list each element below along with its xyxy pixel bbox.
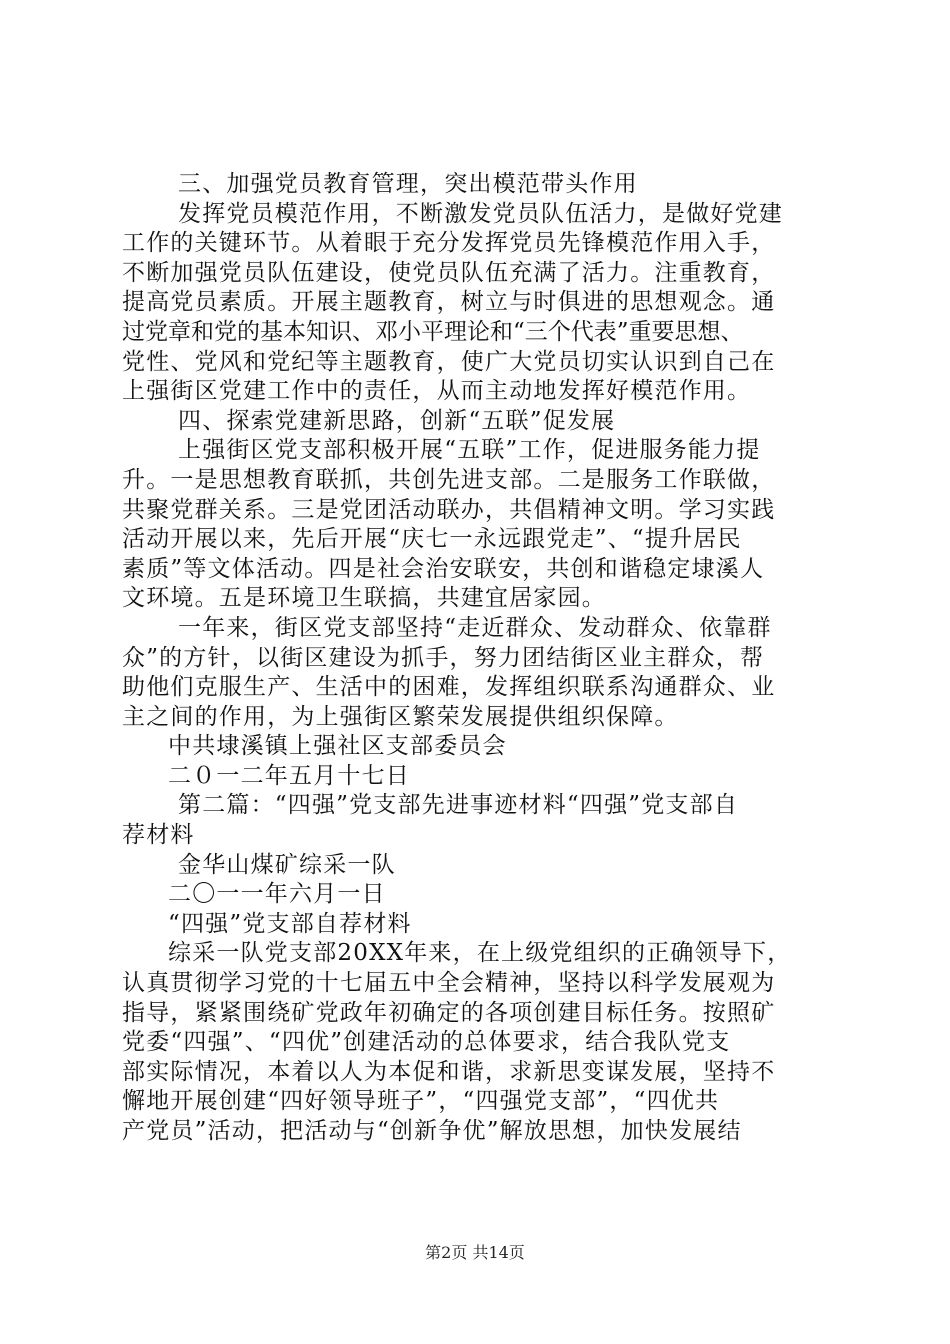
paragraph-line: 文环境。五是环境卫生联搞，共建宜居家园。 [122, 585, 606, 612]
section-heading-4: 四、探索党建新思路，创新“五联”促发展 [178, 407, 616, 434]
page-number-footer: 第2页 共14页 [425, 1243, 525, 1262]
chapter-title-line: 荐材料 [122, 822, 195, 849]
signature-organization: 中共埭溪镇上强社区支部委员会 [168, 733, 507, 760]
chapter-title-line: 第二篇：“四强”党支部先进事迹材料“四强”党支部自 [178, 792, 739, 819]
paragraph-line: 部实际情况，本着以人为本促和谐，求新思变谋发展，坚持不 [122, 1058, 776, 1085]
paragraph-line: 众”的方针，以街区建设为抓手，努力团结街区业主群众，帮 [122, 644, 765, 671]
paragraph-line: 发挥党员模范作用，不断激发党员队伍活力，是做好党建 [178, 200, 783, 227]
paragraph-line: 懈地开展创建“四好领导班子”，“四强党支部”，“四优共 [122, 1088, 720, 1115]
paragraph-line: 产党员”活动，把活动与“创新争优”解放思想，加快发展结 [122, 1118, 742, 1144]
paragraph-line: 活动开展以来，先后开展“庆七一永远跟党走”、“提升居民 [122, 526, 742, 553]
paragraph-line: 素质”等文体活动。四是社会治安联安，共创和谐稳定埭溪人 [122, 555, 765, 582]
material-title: “四强”党支部自荐材料 [168, 910, 412, 937]
paragraph-line: 一年来，街区党支部坚持“走近群众、发动群众、依靠群 [178, 614, 772, 641]
paragraph-line: 主之间的作用，为上强街区繁荣发展提供组织保障。 [122, 703, 679, 730]
unit-name: 金华山煤矿综采一队 [178, 851, 396, 878]
paragraph-line: 助他们克服生产、生活中的困难，发挥组织联系沟通群众、业 [122, 674, 776, 701]
paragraph-line: 工作的关键环节。从着眼于充分发挥党员先锋模范作用入手， [122, 230, 776, 257]
paragraph-line: 上强街区党建工作中的责任，从而主动地发挥好模范作用。 [122, 378, 752, 405]
paragraph-line: 过党章和党的基本知识、邓小平理论和“三个代表”重要思想、 [122, 318, 744, 345]
document-body [122, 170, 834, 1147]
paragraph-line: 党委“四强”、“四优”创建活动的总体要求，结合我队党支 [122, 1029, 731, 1056]
paragraph-line: 党性、党风和党纪等主题教育，使广大党员切实认识到自己在 [122, 348, 776, 375]
section-heading-3: 三、加强党员教育管理，突出模范带头作用 [178, 171, 638, 197]
paragraph-line: 不断加强党员队伍建设，使党员队伍充满了活力。注重教育， [122, 259, 776, 286]
paragraph-line: 共聚党群关系。三是党团活动联办，共倡精神文明。学习实践 [122, 496, 776, 523]
paragraph-line: 指导，紧紧围绕矿党政年初确定的各项创建目标任务。按照矿 [122, 999, 776, 1026]
paragraph-line: 升。一是思想教育联抓，共创先进支部。二是服务工作联做， [122, 466, 776, 493]
paragraph-line: 提高党员素质。开展主题教育，树立与时俱进的思想观念。通 [122, 289, 776, 316]
paragraph-line: 综采一队党支部20XX年来，在上级党组织的正确领导下， [168, 940, 792, 967]
signature-date: 二０一二年五月十七日 [168, 762, 410, 789]
paragraph-line: 认真贯彻学习党的十七届五中全会精神，坚持以科学发展观为 [122, 970, 776, 997]
unit-date: 二〇一一年六月一日 [168, 881, 386, 908]
paragraph-line: 上强街区党支部积极开展“五联”工作，促进服务能力提 [178, 437, 761, 464]
